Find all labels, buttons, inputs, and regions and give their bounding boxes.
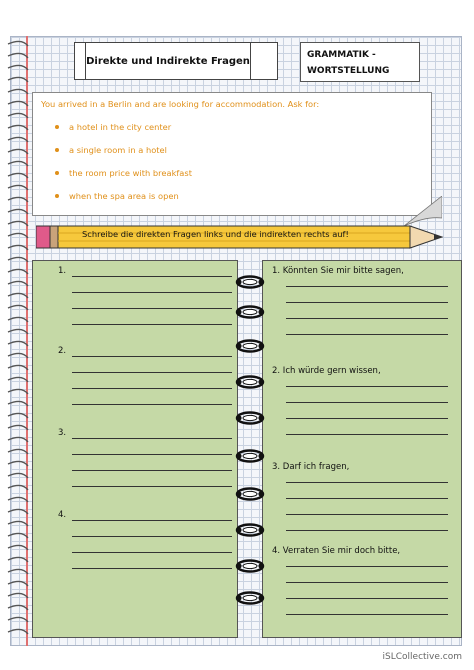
ring-binder-icon — [235, 559, 265, 573]
answer-line — [72, 356, 232, 357]
ring-binder-icon — [235, 449, 265, 463]
question-number: 4. — [58, 510, 67, 520]
indirect-question-starter: 4. Verraten Sie mir doch bitte, — [272, 546, 401, 556]
bullet-icon — [55, 125, 59, 129]
answer-line — [72, 552, 232, 553]
task-list — [41, 115, 423, 207]
answer-line — [72, 324, 232, 325]
task-item: the room price with breakfast — [41, 161, 423, 184]
task-item: a single room in a hotel — [41, 138, 423, 161]
answer-line — [286, 498, 448, 499]
answer-line — [286, 514, 448, 515]
answer-line — [286, 614, 448, 615]
bullet-icon — [55, 148, 59, 152]
answer-line — [286, 566, 448, 567]
answer-line — [72, 520, 232, 521]
answer-line — [286, 434, 448, 435]
worksheet-title: Direkte und Indirekte Fragen — [85, 43, 251, 79]
bullet-icon — [55, 171, 59, 175]
ring-binder-icon — [235, 339, 265, 353]
ring-binder-icon — [235, 591, 265, 605]
answer-line — [72, 470, 232, 471]
task-item: when the spa area is open — [41, 184, 423, 207]
answer-line — [72, 454, 232, 455]
task-box — [32, 92, 432, 216]
task-intro: You arrived in a Berlin and are looking for accommodation. Ask for: — [41, 99, 320, 109]
topic-line-2: WORTSTELLUNG — [307, 66, 390, 76]
answer-line — [72, 372, 232, 373]
answer-line — [286, 334, 448, 335]
answer-line — [72, 276, 232, 277]
answer-line — [286, 598, 448, 599]
answer-line — [286, 386, 448, 387]
answer-line — [72, 404, 232, 405]
ring-binder-icon — [235, 487, 265, 501]
question-number: 3. — [58, 428, 67, 438]
task-item: a hotel in the city center — [41, 115, 423, 138]
footer-watermark: iSLCollective.com — [382, 652, 462, 662]
answer-line — [286, 286, 448, 287]
direct-questions-panel — [32, 260, 238, 638]
topic-line-1: GRAMMATIK - — [307, 50, 376, 60]
ring-binder-icon — [235, 375, 265, 389]
question-number: 2. — [58, 346, 67, 356]
answer-line — [72, 388, 232, 389]
indirect-question-starter: 2. Ich würde gern wissen, — [272, 366, 381, 376]
answer-line — [286, 318, 448, 319]
spiral-binding — [4, 36, 34, 646]
answer-line — [286, 530, 448, 531]
ring-binder-icon — [235, 305, 265, 319]
answer-line — [72, 568, 232, 569]
topic-box — [300, 42, 420, 82]
answer-line — [72, 292, 232, 293]
ring-binder-icon — [235, 523, 265, 537]
question-number: 1. — [58, 266, 67, 276]
answer-line — [286, 582, 448, 583]
ring-binder-icon — [235, 411, 265, 425]
answer-line — [72, 536, 232, 537]
answer-line — [286, 482, 448, 483]
answer-line — [72, 308, 232, 309]
answer-line — [286, 402, 448, 403]
answer-line — [286, 302, 448, 303]
bullet-icon — [55, 194, 59, 198]
indirect-question-starter: 3. Darf ich fragen, — [272, 462, 350, 472]
ring-binder-icon — [235, 275, 265, 289]
indirect-question-starter: 1. Könnten Sie mir bitte sagen, — [272, 266, 404, 276]
instruction-text: Schreibe die direkten Fragen links und die indirekten rechts auf! — [82, 229, 349, 239]
answer-line — [286, 418, 448, 419]
title-box — [74, 42, 278, 80]
answer-line — [72, 438, 232, 439]
answer-line — [72, 486, 232, 487]
